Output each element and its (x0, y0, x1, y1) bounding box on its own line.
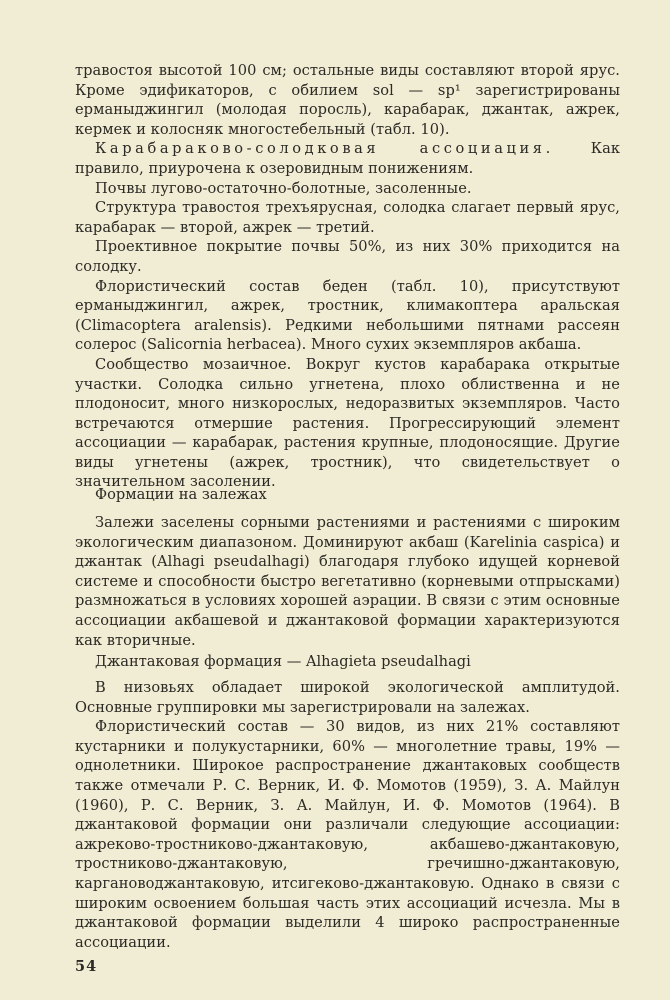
paragraph: Структура травостоя трехъярусная, солодка слагает первый ярус, карабарак — второй, ажрек — третий. (75, 199, 620, 236)
paragraph: травостоя высотой 100 см; остальные виды составляют второй ярус. Кроме эдификаторов, с обилием sol — sp¹ зарегистрированы ерманыджингил (молодая поросль), карабарак, джантак, ажрек, кермек и колосняк многостебельный (табл. 10). (75, 62, 620, 138)
paragraph: Залежи заселены сорными растениями и растениями с широким экологическим диапазоном. Доминируют акбаш (Karelinia caspica) и джантак (Alhagi pseudalhagi) благодаря глубоко идущей корневой системе и способности быстро вегетативно (корневыми отпрысками) размножаться в условиях хорошей аэрации. В связи с этим основные ассоциации акбашевой и джантаковой формации характеризуются как вторичные. (75, 514, 620, 649)
paragraph: Проективное покрытие почвы 50%, из них 30% приходится на солодку. (75, 238, 620, 275)
paragraph-association-title (75, 139, 620, 178)
paragraph: Флористический состав — 30 видов, из них 21% составляют кустарники и полукустарники, 60% — многолетние травы, 19% — однолетники. Широкое распространение джантаковых сообществ также отмечали Р. С. Верник, И. Ф. Момотов (1959), З. А. Майлун (1960), Р. С. Верник, З. А. Майлун, И. Ф. Момотов (1964). В джантаковой формации они различали следующие ассоциации: ажреково-тростниково-джантаковую, акбашево-джантаковую, тростниково-джантаковую, гречишно-джантаковую, каргановоджантаковую, итсигеково-джантаковую. Однако в связи с широким освоением большая часть этих ассоциаций исчезла. Мы в джантаковой формации выделили 4 широко распространенные ассоциации. (75, 718, 620, 951)
paragraph-text: Как правило, приурочена к озеровидным понижениям. (75, 140, 620, 177)
paragraph: Сообщество мозаичное. Вокруг кустов карабарака открытые участки. Солодка сильно угнетена, плохо облиственна и не плодоносит, много низкорослых, недоразвитых экземпляров. Часто встречаются отмершие растения. Прогрессирующий элемент ассоциации — карабарак, растения крупные, плодоносящие. Другие виды угнетены (ажрек, тростник), что свидетельствует о значительном засолении. (75, 355, 620, 491)
association-title: Карабараково-солодковая ассоциация. (95, 140, 554, 158)
section-heading: Формации на залежах (95, 486, 267, 503)
paragraph: В низовьях обладает широкой экологической амплитудой. Основные группировки мы зарегистрировали на залежах. (75, 679, 620, 716)
text-block-top (75, 61, 620, 492)
paragraph: Почвы лугово-остаточно-болотные, засоленные. (95, 179, 472, 197)
section-heading: Джантаковая формация — Alhagieta pseudalhagi (95, 653, 471, 670)
page-number: 54 (75, 958, 98, 975)
text-block-bottom (75, 678, 620, 952)
paragraph: Флористический состав беден (табл. 10), присутствуют ерманыджингил, ажрек, тростник, климакоптера аральская (Climacoptera aralensis). Редкими небольшими пятнами рассеян солерос (Salicornia herbacea). Много сухих экземпляров акбаша. (75, 277, 620, 354)
text-block-middle (75, 513, 620, 650)
